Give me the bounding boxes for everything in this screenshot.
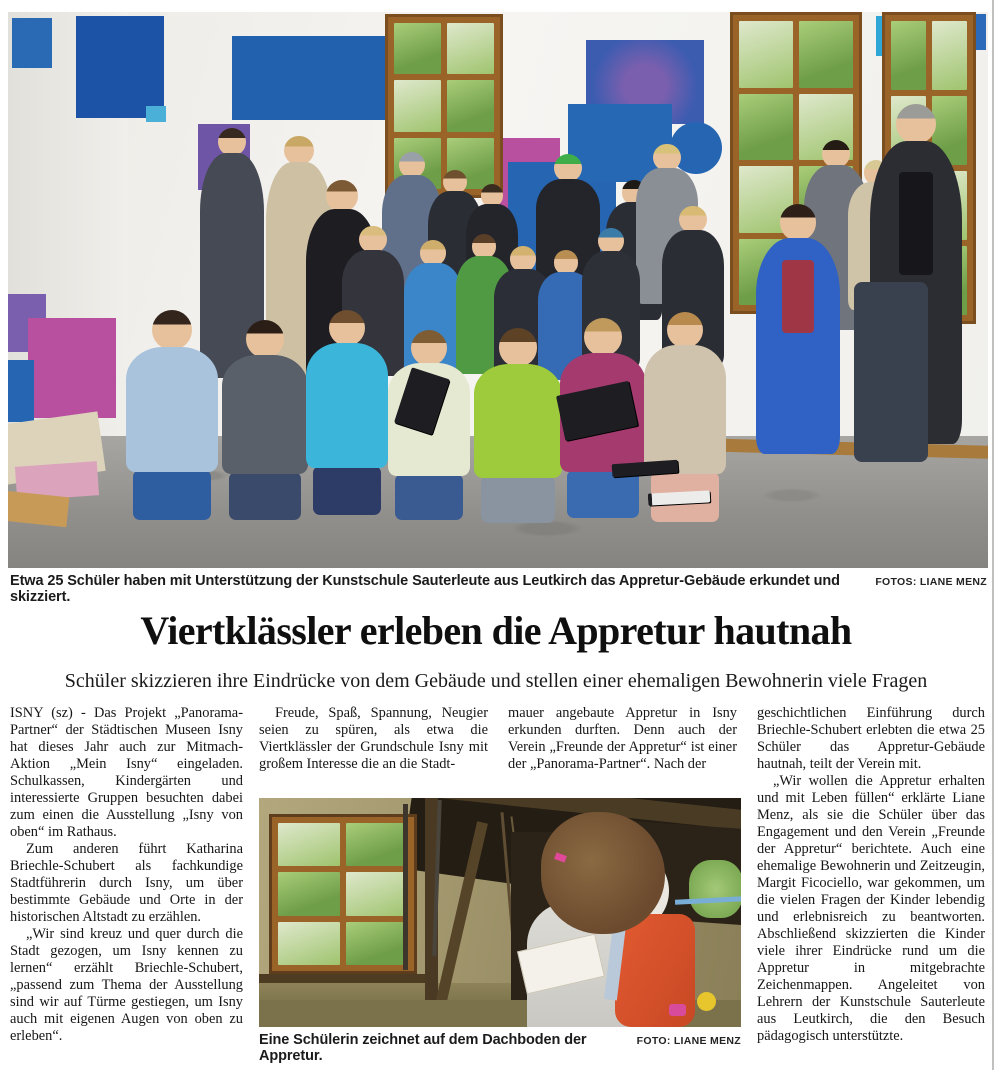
paragraph: ISNY (sz) - Das Projekt „Panorama-Partner“ der Städtischen Museen Isny hat dieses Jahr auch zur Mitmach-Aktion „Mein Isny“ eingeladen. Schulkassen, Kindergärten und interessierte Gruppen besuchten dabei zum einen die Ausstellung „Isny von oben“ im Rathaus.	[10, 705, 243, 840]
person-legs	[395, 474, 464, 520]
person-head	[218, 128, 246, 156]
paint-patch	[8, 360, 34, 422]
paint-patch	[76, 16, 164, 118]
person-figure	[756, 204, 840, 454]
person-head	[420, 240, 446, 266]
person-body	[222, 355, 308, 474]
top-photo-caption-row	[10, 573, 987, 605]
window-pane	[346, 872, 408, 915]
pink-accessory	[669, 1004, 686, 1016]
inline-photo-credit: FOTO: LIANE MENZ	[636, 1035, 741, 1047]
person-head	[499, 328, 538, 367]
paragraph: Freude, Spaß, Spannung, Neugier seien zu spüren, als etwa die Viertklässler der Grundschule Isny mit großem Interesse die an die Stadt-	[259, 705, 488, 772]
water-bottle	[697, 992, 716, 1011]
person-head	[359, 226, 386, 253]
hanging-saw	[403, 804, 408, 970]
person-head	[679, 206, 706, 233]
text-column-4	[757, 705, 985, 1045]
person-head	[896, 104, 936, 144]
paragraph: Zum anderen führt Katharina Briechle-Schubert als fachkundige Stadtführerin durch Isny, um über bestimmte Gebäude und Orte in der historischen Altstadt zu erzählen.	[10, 841, 243, 925]
text-column-3	[508, 705, 737, 773]
person-legs	[567, 470, 639, 518]
paragraph: „Wir sind kreuz und quer durch die Stadt gezogen, um Isny kennen zu lernen“ erzählt Briechle-Schubert, „passend zum Thema der Ausstellung sind wir auf Türme gestiegen, um Isny auch mit eigenen Augen von oben zu erleben“.	[10, 926, 243, 1044]
person-legs	[481, 476, 555, 523]
top-photo-caption: Etwa 25 Schüler haben mit Unterstützung der Kunstschule Sauterleute aus Leutkirch das Appretur-Gebäude erkundet und skizziert.	[10, 573, 840, 605]
person-head	[510, 246, 536, 272]
person-legs	[313, 466, 382, 515]
window-pane	[447, 23, 494, 74]
person-body	[474, 364, 562, 478]
article-body	[0, 700, 1000, 1070]
paint-patch	[12, 18, 52, 68]
person-head	[653, 144, 680, 171]
person-figure	[306, 310, 388, 515]
window-pane	[346, 922, 408, 965]
person-figure	[222, 320, 308, 520]
foliage	[689, 860, 741, 918]
paint-patch	[232, 36, 390, 120]
person-sweater	[899, 172, 934, 275]
window-pane	[799, 21, 853, 88]
inline-photo	[259, 798, 741, 1027]
person-legs	[133, 470, 210, 520]
person-head	[667, 312, 703, 348]
inline-photo-caption: Eine Schülerin zeichnet auf dem Dachboden der Appretur.	[259, 1032, 587, 1064]
paragraph: geschichtlichen Einführung durch Briechle-Schubert erlebten die etwa 25 Schüler das Appretur-Gebäude hautnah, teilt der Verein mit.	[757, 705, 985, 772]
person-head	[598, 228, 624, 254]
text-column-1	[10, 705, 243, 1045]
window-pane	[739, 94, 793, 161]
person-head	[284, 136, 313, 165]
top-photo-credit: FOTOS: LIANE MENZ	[875, 576, 987, 588]
person-head	[584, 318, 622, 356]
person-head	[822, 140, 850, 168]
person-head	[554, 250, 579, 275]
article-headline: Viertklässler erleben die Appretur hautnah	[140, 608, 852, 653]
person-body	[126, 347, 218, 471]
person-head	[329, 310, 365, 346]
window-pane	[278, 872, 340, 915]
person-body	[644, 345, 726, 474]
inline-photo-caption-row	[259, 1032, 741, 1064]
person-head	[554, 154, 582, 182]
tan-board	[8, 491, 69, 528]
attic-window	[269, 814, 417, 974]
text-column-2	[259, 705, 488, 773]
paragraph: „Wir wollen die Appretur erhalten und mit Leben füllen“ erklärte Liane Menz, als sie die Schüler über das Engagement und den Verein „Freunde der Appretur“ berichtete. Auch eine ehemalige Bewohnerin und Zeitzeugin, Margit Ficociello, war gekommen, um die vielen Fragen der Kinder lebendig und erlebnisreich zu beantworten. Abschließend skizzierten die Kinder viele ihrer Eindrücke rund um die Appretur in mitgebrachte Zeichenmappen. Angeleitet von Lehrern der Kunstschule Sauterleute aus Leutkirch, die den Besuch pädagogisch unterstützte.	[757, 773, 985, 1044]
person-figure	[474, 328, 562, 523]
person-legs	[854, 282, 928, 462]
window-pane	[739, 21, 793, 88]
paint-patch	[146, 106, 166, 122]
person-legs	[229, 472, 301, 520]
person-body	[306, 343, 388, 468]
person-head	[152, 310, 192, 350]
window-pane	[278, 823, 340, 866]
window-pane	[932, 21, 967, 90]
paint-patch	[28, 318, 116, 418]
paragraph: mauer angebaute Appretur in Isny erkunden durften. Denn auch der Verein „Freunde der Appretur“ ist einer der „Panorama-Partner“. Nach der	[508, 705, 737, 772]
person-shirt	[782, 260, 814, 333]
top-photo	[8, 12, 988, 568]
person-figure	[126, 310, 218, 520]
person-head	[780, 204, 817, 241]
window-pane	[394, 80, 441, 131]
person-body	[756, 238, 840, 454]
window-pane	[447, 80, 494, 131]
window-pane	[891, 21, 926, 90]
window-pane	[346, 823, 408, 866]
person-head	[246, 320, 284, 358]
person-head	[411, 330, 447, 366]
person-head	[326, 180, 358, 212]
article-subheadline: Schüler skizzieren ihre Eindrücke von dem Gebäude und stellen einer ehemaligen Bewohnerin viele Fragen	[64, 670, 928, 692]
girl-hair	[541, 812, 665, 934]
window-pane	[278, 922, 340, 965]
person-figure	[644, 312, 726, 522]
window-pane	[394, 23, 441, 74]
person-head	[472, 234, 497, 259]
